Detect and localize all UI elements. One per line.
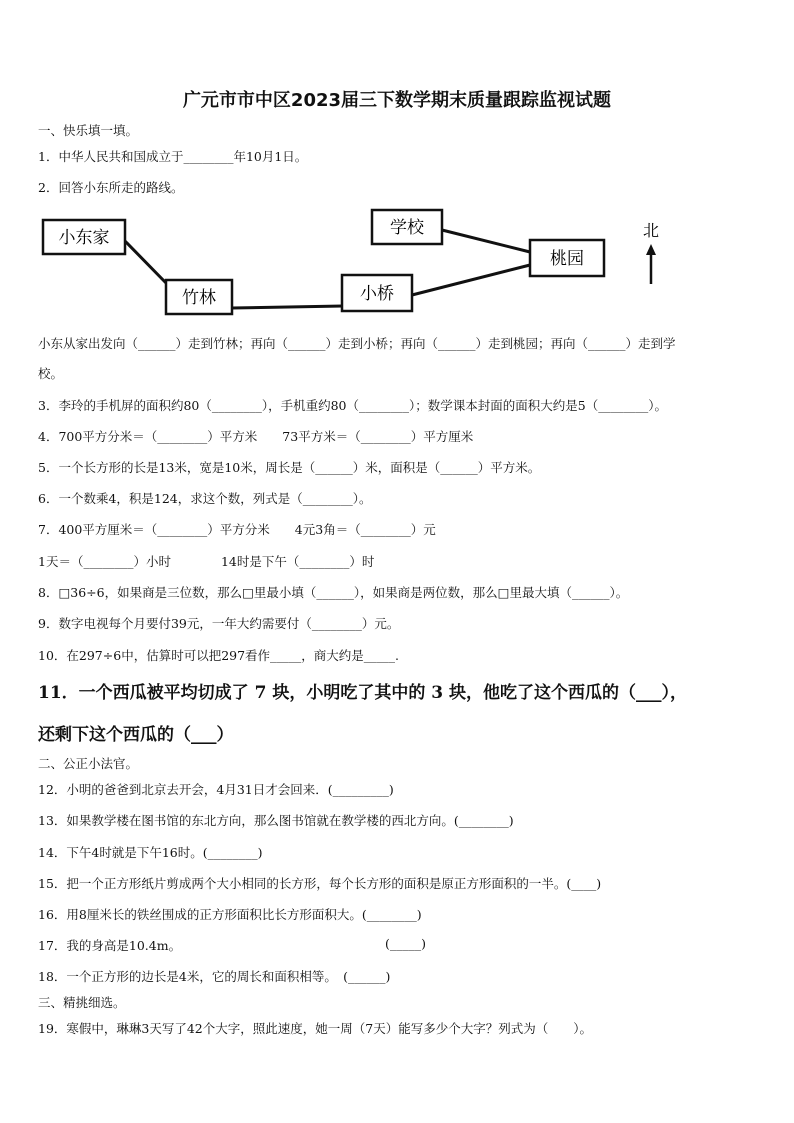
question-6: 6．一个数乘4，积是124，求这个数，列式是（________）。	[38, 491, 372, 506]
page-title: 广元市市中区2023届三下数学期末质量跟踪监视试题	[182, 90, 612, 111]
question-11-line-2: 还剩下这个西瓜的（___）	[38, 725, 234, 745]
question-4: 4．700平方分米＝（________）平方米 73平方米＝（________）平方厘米	[38, 429, 474, 444]
question-12: 12．小明的爸爸到北京去开会，4月31日才会回来．(_________)	[38, 782, 394, 797]
path-bridge-peach	[412, 265, 530, 295]
question-14: 14．下午4时就是下午16时。(________)	[38, 845, 263, 860]
place-peach-label: 桃园	[550, 249, 584, 269]
section-2-heading: 二、公正小法官。	[38, 756, 139, 771]
question-15: 15．把一个正方形纸片剪成两个大小相同的长方形，每个长方形的面积是原正方形面积的一半。(____)	[38, 876, 602, 891]
question-7-line-2: 1天＝（________）小时 14时是下午（________）时	[38, 554, 375, 569]
question-11-line-1: 11．一个西瓜被平均切成了 7 块，小明吃了其中的 3 块，他吃了这个西瓜的（___），	[38, 683, 687, 703]
question-7-line-1: 7．400平方厘米＝（________）平方分米 4元3角＝（________）元	[38, 522, 436, 537]
question-2-answer-1: 小东从家出发向（______）走到竹林；再向（______）走到小桥；再向（______）走到桃园；再向（______）走到学	[38, 336, 676, 351]
place-home	[43, 220, 125, 254]
question-10: 10．在297÷6中，估算时可以把297看作_____，商大约是_____.	[38, 648, 400, 663]
question-1: 1．中华人民共和国成立于________年10月1日。	[38, 149, 308, 164]
path-home-bamboo	[124, 240, 168, 285]
question-16: 16．用8厘米长的铁丝围成的正方形面积比长方形面积大。(________)	[38, 907, 422, 922]
place-bamboo-label: 竹林	[182, 288, 216, 308]
place-bridge	[342, 275, 412, 311]
question-5: 5．一个长方形的长是13米，宽是10米，周长是（______）米，面积是（______）平方米。	[38, 460, 541, 475]
place-bridge-label: 小桥	[360, 284, 394, 304]
north-arrowhead-icon	[646, 244, 656, 255]
place-bamboo	[166, 280, 232, 314]
question-2: 2．回答小东所走的路线。	[38, 180, 184, 195]
question-17: 17．我的身高是10.4m。	[38, 938, 182, 953]
question-3: 3．李玲的手机屏的面积约80（________），手机重约80（________）；数学课本封面的面积大约是5（________）。	[38, 398, 667, 413]
place-home-label: 小东家	[58, 228, 110, 248]
north-label: 北	[642, 221, 660, 240]
place-school	[372, 210, 442, 244]
question-18: 18．一个正方形的边长是4米，它的周长和面积相等。 (______)	[38, 969, 391, 984]
path-bamboo-bridge	[232, 306, 343, 308]
question-19: 19．寒假中，琳琳3天写了42个大字，照此速度，她一周（7天）能写多少个大字？列式为（ ）。	[38, 1021, 592, 1036]
place-peach	[530, 240, 604, 276]
question-9: 9．数字电视每个月要付39元，一年大约需要付（________）元。	[38, 616, 400, 631]
question-8: 8．□36÷6，如果商是三位数，那么□里最小填（______），如果商是两位数，那么□里最大填（______）。	[38, 585, 629, 600]
section-1-heading: 一、快乐填一填。	[38, 123, 139, 138]
question-13: 13．如果教学楼在图书馆的东北方向，那么图书馆就在教学楼的西北方向。(________)	[38, 813, 514, 828]
section-3-heading: 三、精挑细选。	[38, 995, 126, 1010]
route-diagram	[38, 200, 758, 325]
question-17-blank: (_____)	[385, 936, 427, 951]
path-peach-school	[442, 230, 530, 252]
place-school-label: 学校	[390, 218, 424, 238]
question-2-answer-2: 校。	[38, 366, 64, 381]
